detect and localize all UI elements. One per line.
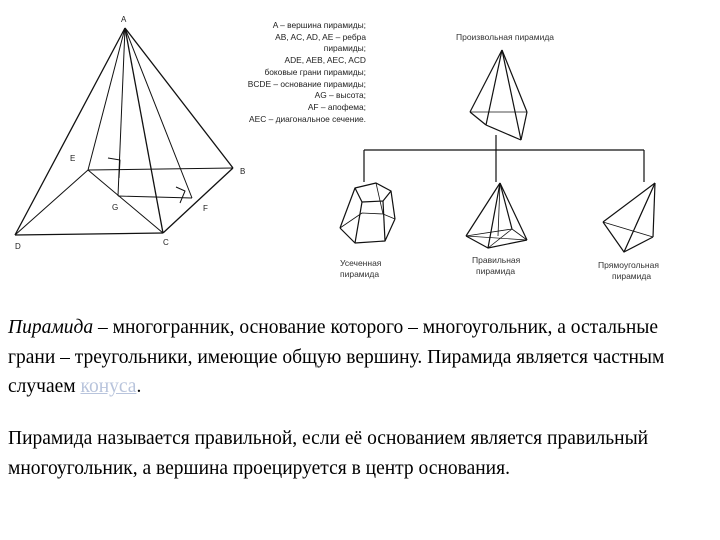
regular-pyramid-paragraph: Пирамида называется правильной, если её основанием является правильный многоугольник, а вершина проецируется в центр основания. xyxy=(8,428,649,479)
term-pyramid: Пирамида xyxy=(8,317,94,338)
definition-text: – многогранник, основание которого – многоугольник, а остальные грани – треугольники, имеющие общую вершину. Пирамида является частным случаем xyxy=(8,317,665,397)
legend-line: BCDE – основание пирамиды; xyxy=(247,79,366,89)
caption-line: Прямоугольная xyxy=(598,260,659,270)
main-pyramid xyxy=(15,28,233,235)
label-a: A xyxy=(121,15,127,24)
truncated-pyramid-caption xyxy=(340,258,382,279)
legend-line: AB, AC, AD, AE – ребра xyxy=(275,32,366,42)
diagram-legend xyxy=(248,20,367,124)
cone-link[interactable]: конуса xyxy=(80,376,137,397)
caption-line: пирамида xyxy=(476,266,516,276)
regular-pyramid-caption xyxy=(472,255,521,276)
tree-connectors xyxy=(364,135,644,182)
legend-line: пирамиды; xyxy=(323,43,366,53)
label-f: F xyxy=(203,204,208,213)
vertex-labels xyxy=(15,15,245,251)
definition-paragraph xyxy=(8,313,708,402)
arbitrary-pyramid-title: Произвольная пирамида xyxy=(455,32,555,42)
legend-line: ADE, AEB, AEC, ACD xyxy=(284,55,366,65)
label-b: B xyxy=(240,167,246,176)
truncated-pyramid-figure xyxy=(340,183,395,243)
label-e: E xyxy=(70,154,76,163)
right-pyramid-caption xyxy=(598,260,659,281)
caption-line: пирамида xyxy=(612,271,652,281)
right-pyramid-figure xyxy=(603,183,655,252)
legend-line: A – вершина пирамиды; xyxy=(272,20,366,30)
caption-line: пирамида xyxy=(340,269,380,279)
definition-end: . xyxy=(136,376,142,397)
legend-line: AG – высота; xyxy=(314,90,366,100)
label-c: C xyxy=(163,238,169,247)
caption-line: Усеченная xyxy=(340,258,382,268)
legend-line: AF – апофема; xyxy=(307,102,366,112)
legend-line: AEC – диагональное сечение. xyxy=(249,114,366,124)
regular-pyramid-figure xyxy=(466,183,527,248)
arbitrary-pyramid-figure xyxy=(470,50,527,140)
label-d: D xyxy=(15,242,21,251)
legend-line: боковые грани пирамиды; xyxy=(264,67,366,77)
label-g: G xyxy=(112,203,119,212)
caption-line: Правильная xyxy=(472,255,521,265)
